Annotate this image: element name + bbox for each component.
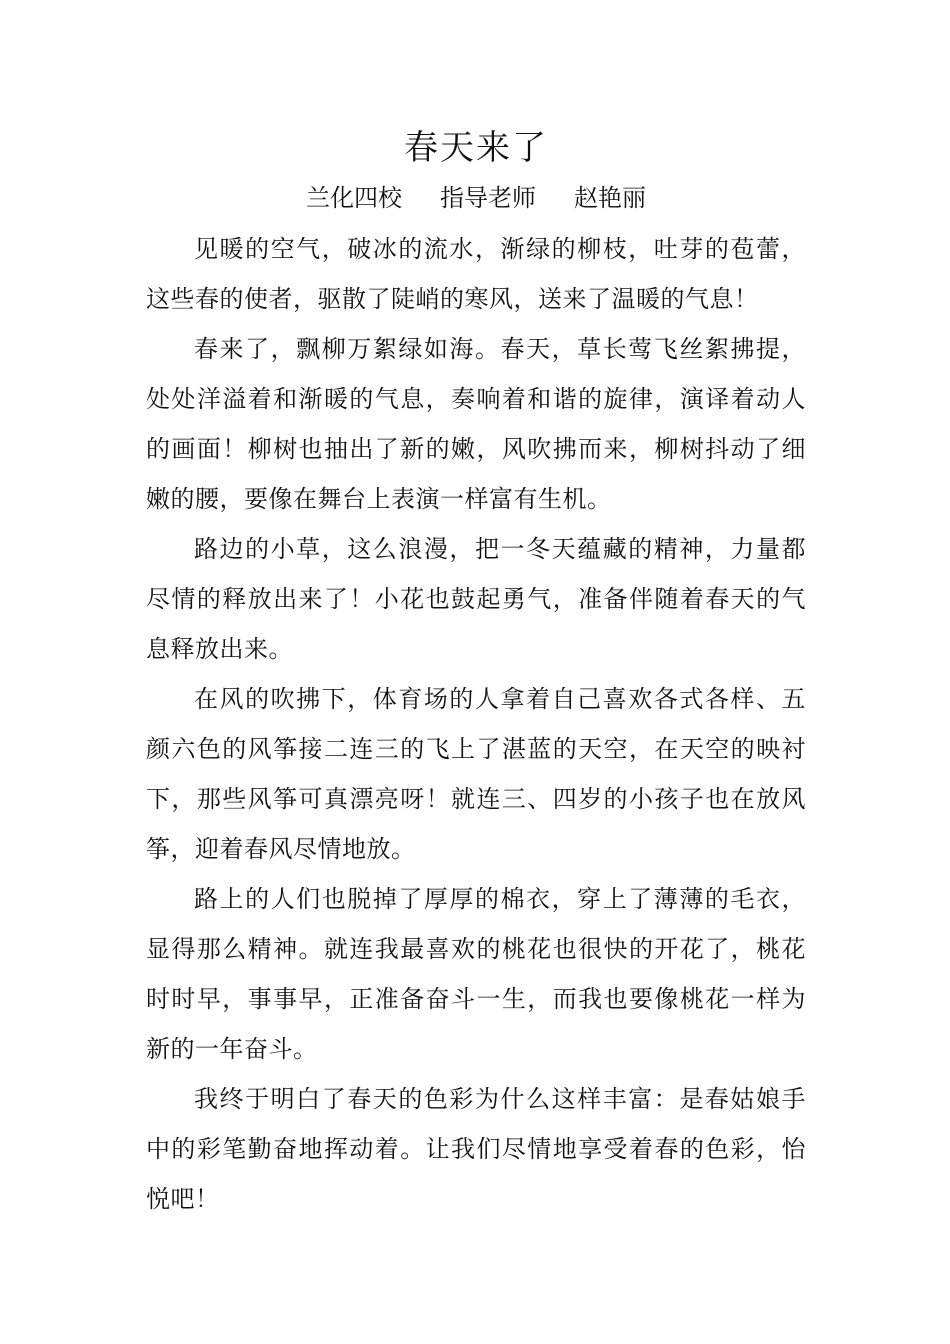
paragraph: 我终于明白了春天的色彩为什么这样丰富：是春姑娘手中的彩笔勤奋地挥动着。让我们尽情地享受着春的色彩，怡悦吧！ <box>146 1085 806 1213</box>
byline-school: 兰化四校 <box>306 184 402 212</box>
paragraph: 春来了，飘柳万絮绿如海。春天，草长莺飞丝絮拂提，处处洋溢着和渐暖的气息，奏响着和谐的旋律，演译着动人的画面！柳树也抽出了新的嫩，风吹拂而来，柳树抖动了细嫩的腰，要像在舞台上表演一样富有生机。 <box>146 335 806 513</box>
paragraph: 见暖的空气，破冰的流水，渐绿的柳枝，吐芽的苞蕾，这些春的使者，驱散了陡峭的寒风，送来了温暖的气息！ <box>146 235 806 313</box>
byline-teacher: 赵艳丽 <box>574 184 646 212</box>
document-title: 春天来了 <box>404 128 548 168</box>
document-page <box>146 124 806 1224</box>
paragraph: 路上的人们也脱掉了厚厚的棉衣，穿上了薄薄的毛衣，显得那么精神。就连我最喜欢的桃花也很快的开花了，桃花时时早，事事早，正准备奋斗一生，而我也要像桃花一样为新的一年奋斗。 <box>146 885 806 1063</box>
paragraph: 路边的小草，这么浪漫，把一冬天蕴藏的精神，力量都尽情的释放出来了！小花也鼓起勇气，准备伴随着春天的气息释放出来。 <box>146 535 806 663</box>
paragraph: 在风的吹拂下，体育场的人拿着自己喜欢各式各样、五颜六色的风筝接二连三的飞上了湛蓝的天空，在天空的映衬下，那些风筝可真漂亮呀！就连三、四岁的小孩子也在放风筝，迎着春风尽情地放。 <box>146 685 806 863</box>
byline-role: 指导老师 <box>440 184 536 212</box>
byline <box>146 178 806 218</box>
